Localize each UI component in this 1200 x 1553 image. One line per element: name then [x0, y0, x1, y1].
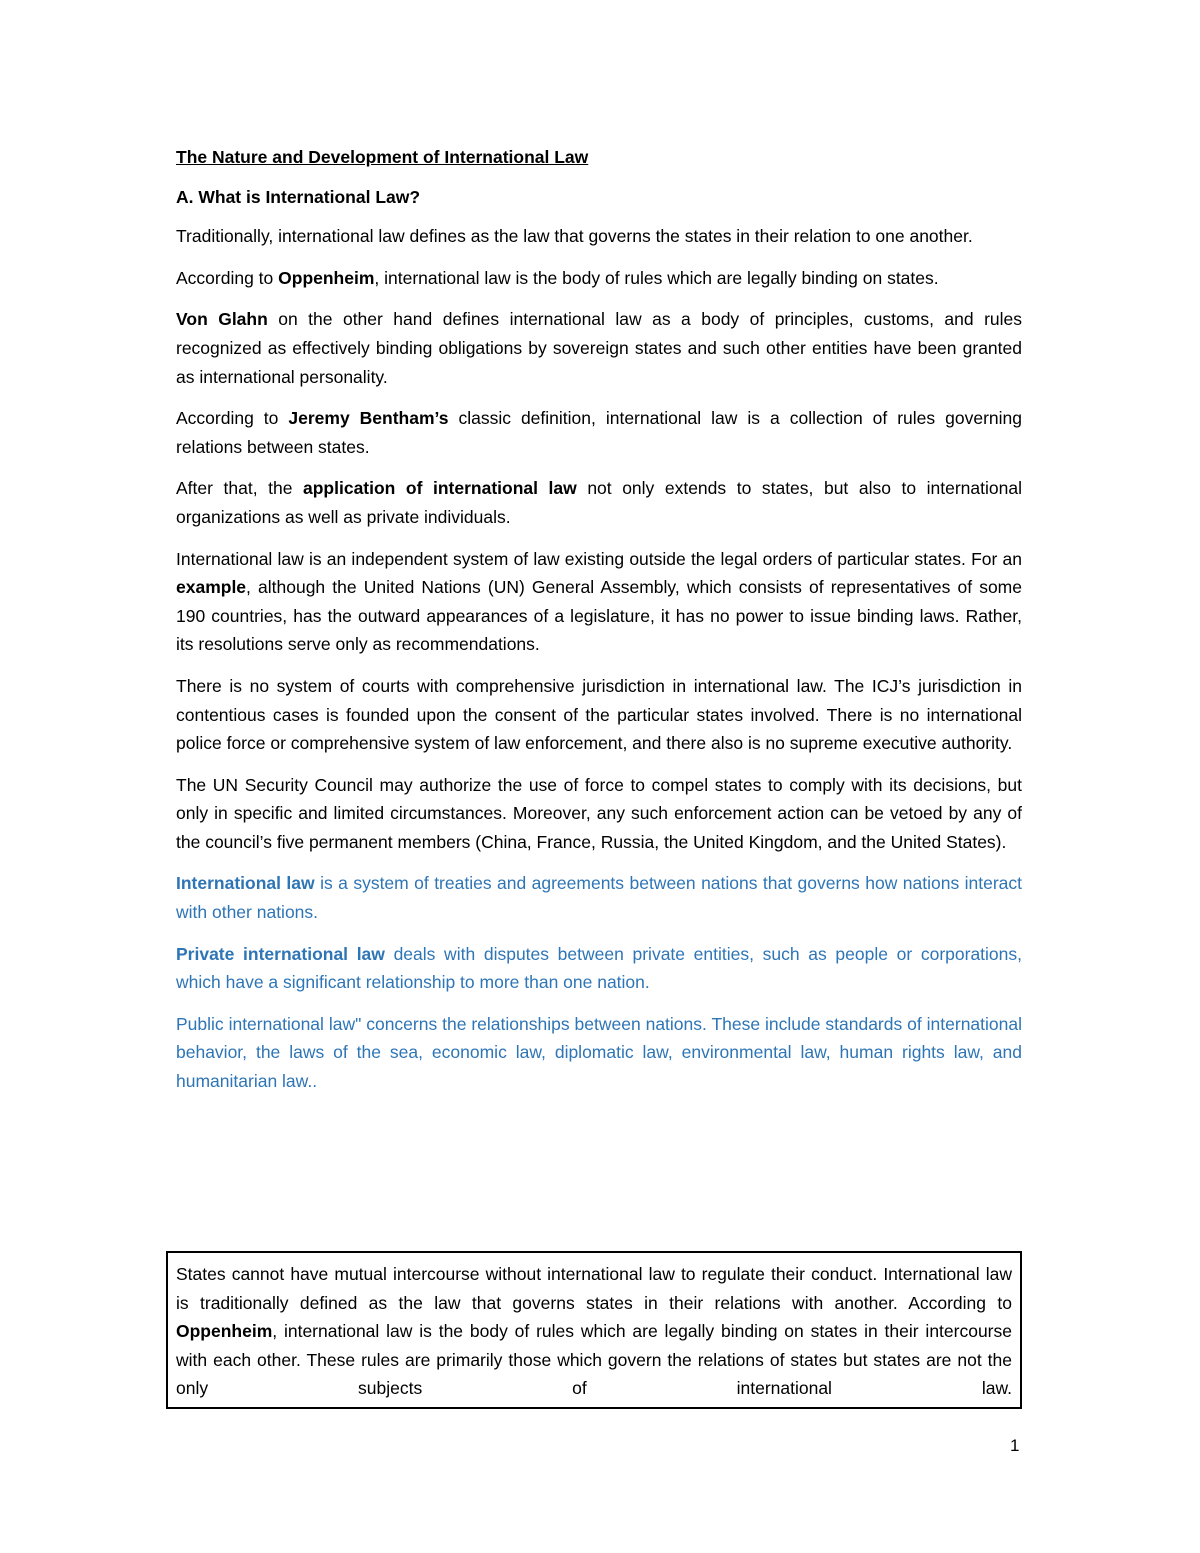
paragraph-public-international-law: Public international law" concerns the relationships between nations. These include standards of international behavior, the laws of the sea, economic law, diplomatic law, environmental law, human rights law, and humanitarian law..: [176, 1013, 1022, 1092]
bold-term: Von Glahn: [176, 309, 268, 330]
section-heading: A. What is International Law?: [176, 186, 421, 207]
bold-term: Oppenheim: [176, 1321, 273, 1342]
paragraph-no-courts: There is no system of courts with comprehensive jurisdiction in international law. The ICJ’s jurisdiction in contentious cases is founded upon the consent of the particular states involved. There is no international police force or comprehensive system of law enforcement, and there also is no supreme executive authority.: [176, 675, 1022, 754]
paragraph-international-law-blue: [176, 869, 1022, 926]
bold-term: Jeremy Bentham’s: [288, 408, 449, 429]
paragraph-text: According to: [176, 408, 289, 429]
bold-term: International law: [176, 873, 315, 894]
paragraph-text: deals with disputes between private entities, such as people or corporations, which have a significant relationship to more than one nation.: [176, 943, 1023, 993]
paragraph-private-international-law: [176, 940, 1022, 997]
document-title: The Nature and Development of International Law: [176, 147, 589, 167]
paragraph-text: International law is an independent system of law existing outside the legal orders of particular states. For an: [176, 548, 1022, 569]
box-text: States cannot have mutual intercourse without international law to regulate their conduct. International law is traditionally defined as the law that governs states in their relations with another. According to: [176, 1264, 1012, 1313]
paragraph-text: classic definition, international law is a collection of rules governing relations between states.: [176, 408, 1022, 457]
paragraph-bentham: [176, 404, 1022, 461]
document-body: [176, 143, 1022, 1109]
paragraph-security-council: The UN Security Council may authorize the use of force to compel states to comply with its decisions, but only in specific and limited circumstances. Moreover, any such enforcement action can be vetoed by any of the council’s five permanent members (China, France, Russia, the United Kingdom, and the United States).: [176, 774, 1022, 852]
box-text: , international law is the body of rules which are legally binding on states in their intercourse with each other. These rules are primarily those which govern the relations of states but states are not the only subjects of international law.: [176, 1321, 1012, 1399]
paragraph-text: is a system of treaties and agreements between nations that governs how nations interact with other nations.: [176, 873, 1023, 923]
paragraph-text: on the other hand defines international law as a body of principles, customs, and rules recognized as effectively binding obligations by sovereign states and such other entities have been granted as international personality.: [176, 309, 1022, 387]
paragraph-text: , although the United Nations (UN) General Assembly, which consists of representatives of some 190 countries, has the outward appearances of a legislature, it has no power to issue binding laws. Rather, its resolutions serve only as recommendations.: [176, 577, 1022, 655]
boxed-summary: [166, 1251, 1022, 1409]
paragraph-independent-system: [176, 545, 1022, 659]
paragraph-application: [176, 474, 1022, 531]
paragraph-text: not only extends to states, but also to international organizations as well as private individuals.: [176, 478, 1022, 527]
paragraph-text: According to: [176, 267, 279, 288]
paragraph-traditional-definition: Traditionally, international law defines as the law that governs the states in their relation to one another.: [176, 226, 973, 247]
paragraph-text: , international law is the body of rules which are legally binding on states.: [374, 267, 939, 288]
page-number: 1: [1010, 1436, 1020, 1455]
bold-term: Private international law: [176, 943, 385, 964]
paragraph-oppenheim: [176, 264, 1022, 293]
bold-term: application of international law: [303, 478, 577, 499]
bold-term: example: [176, 577, 247, 598]
paragraph-text: After that, the: [176, 478, 303, 499]
bold-term: Oppenheim: [278, 267, 375, 288]
paragraph-von-glahn: [176, 305, 1022, 391]
